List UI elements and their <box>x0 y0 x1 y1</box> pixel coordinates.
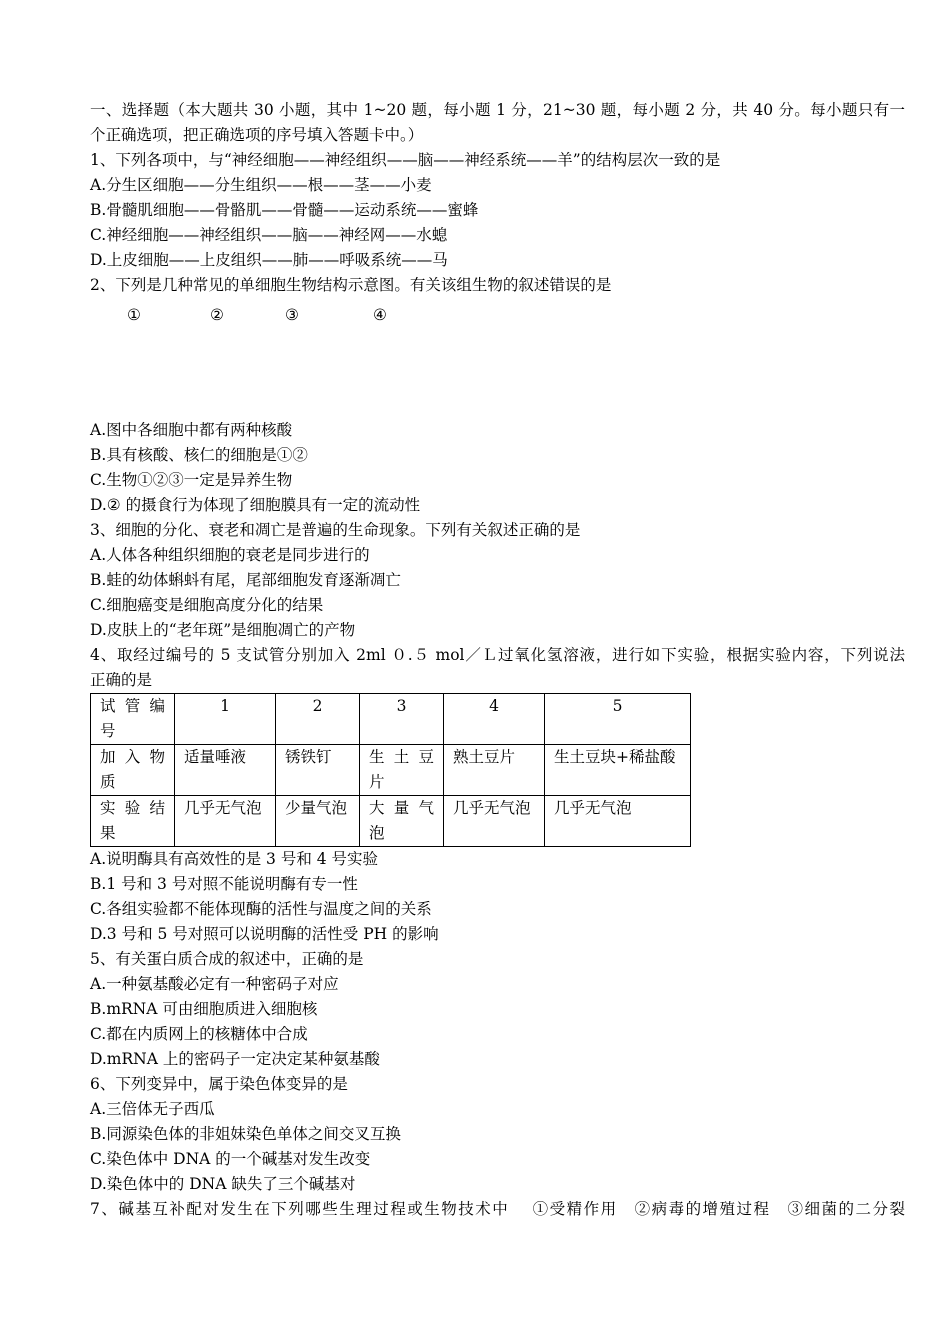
table-cell: 锈铁钉 <box>276 745 360 796</box>
table-cell: 加 入 物 质 <box>91 745 175 796</box>
question-2-figure-area <box>90 343 905 418</box>
figure-label-3: ③ <box>285 306 299 324</box>
table-cell: 试 管 编 号 <box>91 694 175 745</box>
question-1-option-a: A.分生区细胞——分生组织——根——茎——小麦 <box>90 176 432 194</box>
exam-page <box>90 98 905 1222</box>
question-3-option-d: D.皮肤上的“老年斑”是细胞凋亡的产物 <box>90 621 356 639</box>
question-3-stem: 3、细胞的分化、衰老和凋亡是普遍的生命现象。下列有关叙述正确的是 <box>90 521 581 539</box>
question-4-stem-line2: 正确的是 <box>90 671 153 689</box>
question-3-option-b: B.蛙的幼体蝌蚪有尾，尾部细胞发育逐渐凋亡 <box>90 571 401 589</box>
question-2-figure <box>90 303 905 343</box>
question-1-option-c: C.神经细胞——神经组织——脑——神经网——水螅 <box>90 226 448 244</box>
question-1-stem: 1、下列各项中，与“神经细胞——神经组织——脑——神经系统——羊”的结构层次一致的是 <box>90 151 721 169</box>
question-6-option-b: B.同源染色体的非姐妹染色单体之间交叉互换 <box>90 1125 401 1143</box>
table-row <box>91 796 691 847</box>
question-5-option-b: B.mRNA 可由细胞质进入细胞核 <box>90 1000 318 1018</box>
question-2-option-c: C.生物①②③一定是异养生物 <box>90 471 293 489</box>
question-4-option-a: A.说明酶具有高效性的是 3 号和 4 号实验 <box>90 850 379 868</box>
question-3 <box>90 518 905 643</box>
table-cell: 少量气泡 <box>276 796 360 847</box>
table-cell: 几乎无气泡 <box>444 796 545 847</box>
table-cell: 生土豆块+稀盐酸 <box>545 745 691 796</box>
table-cell: 熟土豆片 <box>444 745 545 796</box>
question-2-stem: 2、下列是几种常见的单细胞生物结构示意图。有关该组生物的叙述错误的是 <box>90 276 612 294</box>
table-cell: 几乎无气泡 <box>175 796 276 847</box>
question-4-option-b: B.1 号和 3 号对照不能说明酶有专一性 <box>90 875 358 893</box>
question-5 <box>90 947 905 1072</box>
question-5-option-c: C.都在内质网上的核糖体中合成 <box>90 1025 308 1043</box>
section-header-line1: 一、选择题（本大题共 30 小题，其中 1~20 题，每小题 1 分，21~30 题，每小题 2 分，共 40 分。每小题只有一 <box>90 101 905 119</box>
figure-label-2: ② <box>210 306 224 324</box>
question-3-option-c: C.细胞癌变是细胞高度分化的结果 <box>90 596 324 614</box>
question-2-option-a: A.图中各细胞中都有两种核酸 <box>90 421 293 439</box>
section-header-line2: 个正确选项，把正确选项的序号填入答题卡中。） <box>90 126 424 144</box>
figure-label-1: ① <box>127 306 141 324</box>
question-1 <box>90 148 905 273</box>
experiment-table <box>90 693 691 847</box>
question-4-option-c: C.各组实验都不能体现酶的活性与温度之间的关系 <box>90 900 432 918</box>
question-4-stem-line1: 4、取经过编号的 5 支试管分别加入 2ml ０.５ mol／Ｌ过氧化氢溶液，进行如下实验，根据实验内容，下列说法 <box>90 646 905 664</box>
question-5-option-d: D.mRNA 上的密码子一定决定某种氨基酸 <box>90 1050 380 1068</box>
table-cell: 4 <box>444 694 545 745</box>
table-cell: 生 土 豆 片 <box>360 745 444 796</box>
table-cell: 5 <box>545 694 691 745</box>
question-1-option-b: B.骨髓肌细胞——骨骼肌——骨髓——运动系统——蜜蜂 <box>90 201 479 219</box>
question-4-option-d: D.3 号和 5 号对照可以说明酶的活性受 PH 的影响 <box>90 925 439 943</box>
table-row <box>91 694 691 745</box>
question-4 <box>90 643 905 947</box>
question-5-option-a: A.一种氨基酸必定有一种密码子对应 <box>90 975 339 993</box>
question-7 <box>90 1197 905 1222</box>
question-6-stem: 6、下列变异中，属于染色体变异的是 <box>90 1075 348 1093</box>
question-6 <box>90 1072 905 1197</box>
question-7-stem: 7、碱基互补配对发生在下列哪些生理过程或生物技术中 ①受精作用 ②病毒的增殖过程 ③细菌的二分裂 <box>90 1200 905 1218</box>
question-6-option-a: A.三倍体无子西瓜 <box>90 1100 215 1118</box>
question-2-option-d: D.② 的摄食行为体现了细胞膜具有一定的流动性 <box>90 496 421 514</box>
question-3-option-a: A.人体各种组织细胞的衰老是同步进行的 <box>90 546 370 564</box>
table-cell: 2 <box>276 694 360 745</box>
question-2 <box>90 273 905 518</box>
question-6-option-c: C.染色体中 DNA 的一个碱基对发生改变 <box>90 1150 371 1168</box>
question-6-option-d: D.染色体中的 DNA 缺失了三个碱基对 <box>90 1175 356 1193</box>
question-2-option-b: B.具有核酸、核仁的细胞是①② <box>90 446 308 464</box>
table-cell: 几乎无气泡 <box>545 796 691 847</box>
table-cell: 3 <box>360 694 444 745</box>
question-1-option-d: D.上皮细胞——上皮组织——肺——呼吸系统——马 <box>90 251 448 269</box>
table-cell: 实 验 结 果 <box>91 796 175 847</box>
table-cell: 1 <box>175 694 276 745</box>
figure-label-4: ④ <box>373 306 387 324</box>
table-cell: 大 量 气 泡 <box>360 796 444 847</box>
table-row <box>91 745 691 796</box>
question-5-stem: 5、有关蛋白质合成的叙述中，正确的是 <box>90 950 364 968</box>
table-cell: 适量唾液 <box>175 745 276 796</box>
